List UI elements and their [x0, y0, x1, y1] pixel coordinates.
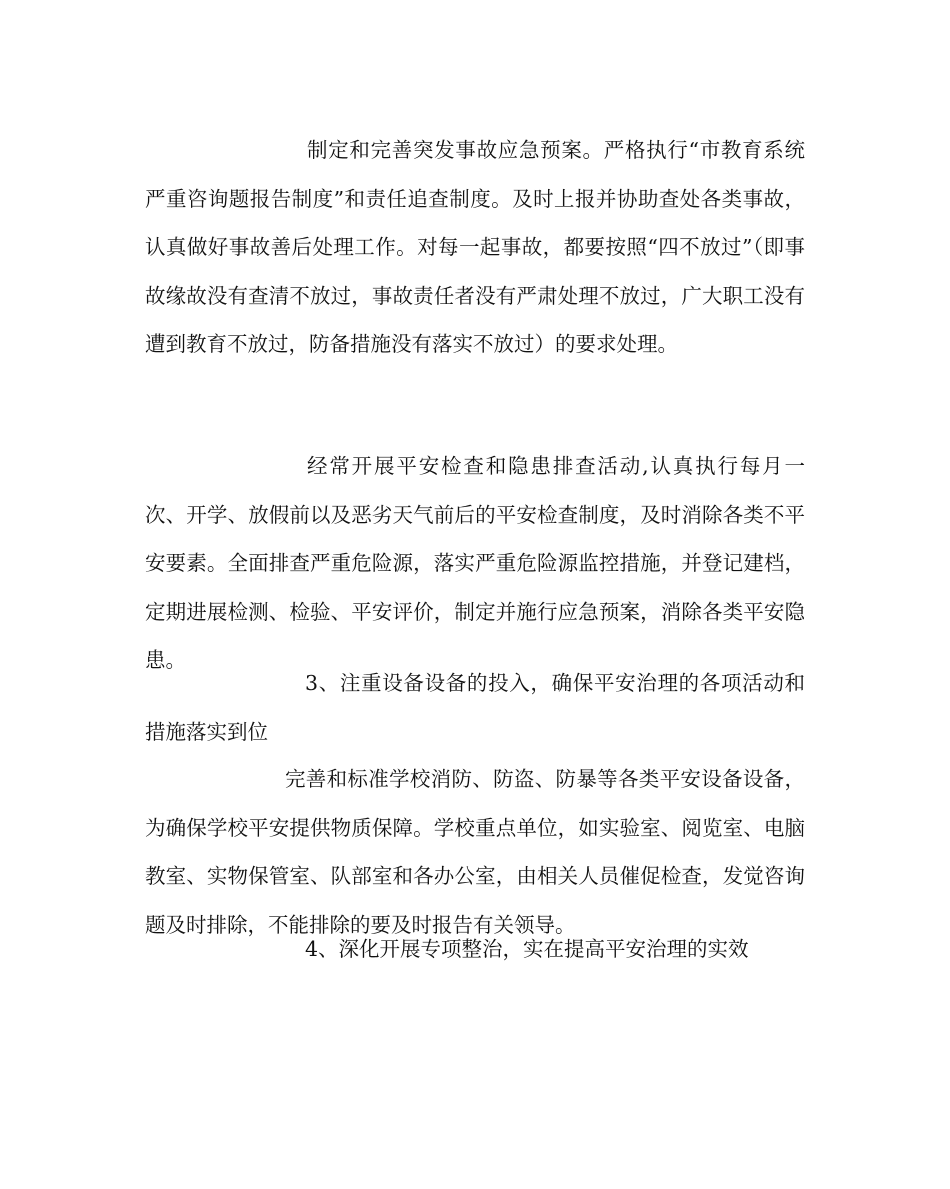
- paragraph-emergency-plan: 制定和完善突发事故应急预案。严格执行“市教育系统严重咨询题报告制度”和责任追查制度。及时上报并协助查处各类事故，认真做好事故善后处理工作。对每一起事故，都要按照“四不放过”（即事故缘故没有查清不放过，事故责任者没有严肃处理不放过，广大职工没有遭到教育不放过，防备措施没有落实不放过）的要求处理。: [145, 138, 805, 356]
- section-heading-equipment: 3、注重设备设备的投入，确保平安治理的各项活动和措施落实到位: [145, 671, 805, 744]
- section-heading-special-rectification: 4、深化开展专项整治，实在提高平安治理的实效: [305, 937, 749, 961]
- paragraph-equipment: 完善和标准学校消防、防盗、防暴等各类平安设备设备，为确保学校平安提供物质保障。学校重点单位，如实验室、阅览室、电脑教室、实物保管室、队部室和各办公室，由相关人员催促检查，发觉咨询题及时排除，不能排除的要及时报告有关领导。: [145, 767, 805, 937]
- paragraph-safety-inspection: 经常开展平安检查和隐患排查活动,认真执行每月一次、开学、放假前以及恶劣天气前后的平安检查制度，及时消除各类不平安要素。全面排查严重危险源，落实严重危险源监控措施，并登记建档，定期进展检测、检验、平安评价，制定并施行应急预案，消除各类平安隐患。: [145, 454, 805, 672]
